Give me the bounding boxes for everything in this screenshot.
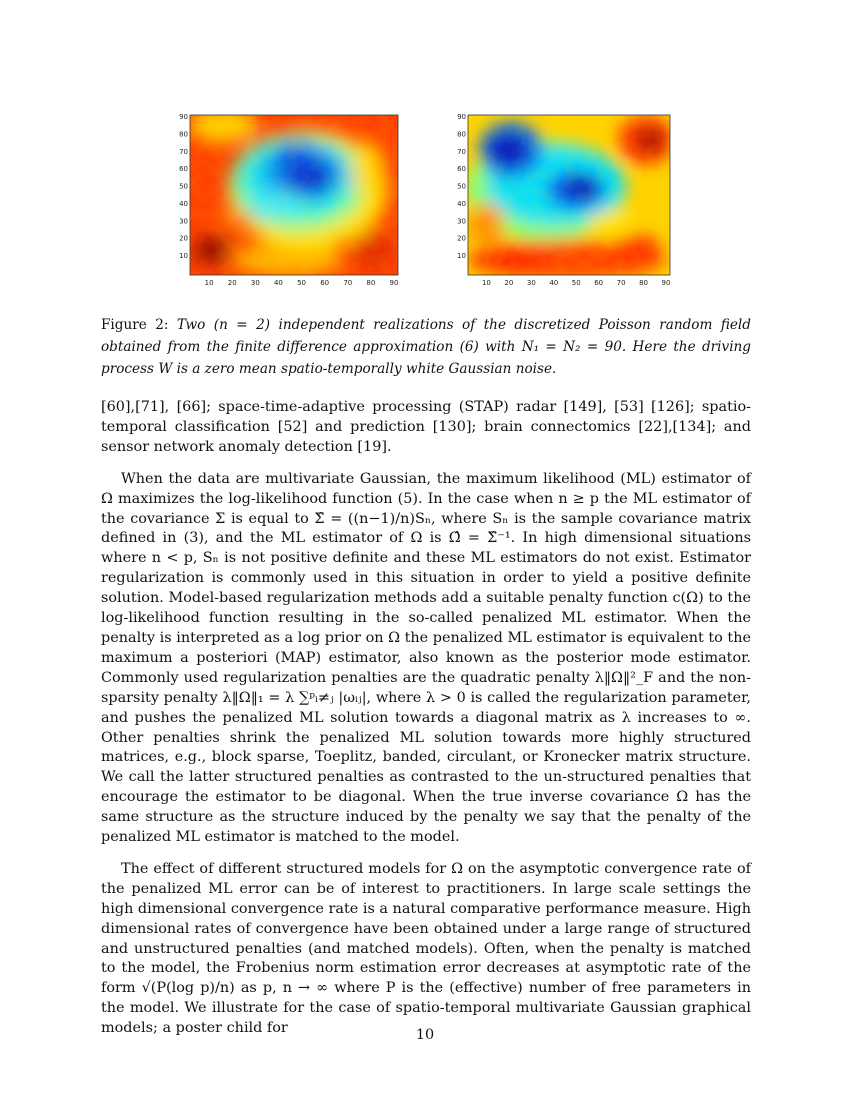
x-tick-label: 30 — [526, 279, 536, 287]
y-tick-label: 70 — [179, 147, 188, 156]
y-tick-label: 50 — [457, 182, 466, 191]
y-tick-label: 90 — [179, 113, 188, 121]
y-tick-label: 80 — [179, 130, 188, 139]
body-text — [101, 398, 751, 1051]
y-tick-label: 10 — [179, 252, 188, 261]
y-tick-label: 40 — [179, 199, 188, 208]
heatmap-right — [446, 110, 686, 290]
y-tick-label: 40 — [457, 199, 466, 208]
x-tick-label: 60 — [320, 279, 330, 287]
x-tick-label: 70 — [343, 279, 353, 287]
x-tick-label: 90 — [661, 279, 671, 287]
x-tick-label: 40 — [549, 279, 559, 287]
x-tick-label: 10 — [481, 279, 491, 287]
x-tick-label: 90 — [389, 279, 399, 287]
y-tick-label: 20 — [457, 234, 466, 243]
y-tick-label: 60 — [179, 165, 188, 174]
paragraph: When the data are multivariate Gaussian, the maximum likelihood (ML) estimator of Ω maximizes the log-likelihood function (5). In the case when n ≥ p the ML estimator of the covariance Σ is equal to Σ̂ = ((n−1)/n)Sₙ, where Sₙ is the sample covariance matrix defined in (3), and the ML estimator of Ω is Ω̂ = Σ̂⁻¹. In high dimensional situations where n < p, Sₙ is not positive definite and these ML estimators do not exist. Estimator regularization is commonly used in this situation in order to yield a positive definite solution. Model-based regularization methods add a suitable penalty function c(Ω) to the log-likelihood function resulting in the so-called penalized ML estimator. When the penalty is interpreted as a log prior on Ω the penalized ML estimator is equivalent to the maximum a posteriori (MAP) estimator, also known as the posterior mode estimator. Commonly used regularization penalties are the quadratic penalty λ‖Ω‖²_F and the non-sparsity penalty λ‖Ω‖₁ = λ ∑ᵖᵢ≠ⱼ |ωᵢⱼ|, where λ > 0 is called the regularization parameter, and pushes the penalized ML solution towards a diagonal matrix as λ increases to ∞. Other penalties shrink the penalized ML solution towards more highly structured matrices, e.g., block sparse, Toeplitz, banded, circulant, or Kronecker matrix structure. We call the latter structured penalties as contrasted to the un-structured penalties that encourage the estimator to be diagonal. When the true inverse covariance Ω has the same structure as the structure induced by the penalty we say that the penalty of the penalized ML estimator is matched to the model. — [101, 470, 751, 846]
page-number: 10 — [415, 1027, 435, 1043]
y-tick-label: 60 — [457, 165, 466, 174]
paragraph: [60],[71], [66]; space-time-adaptive processing (STAP) radar [149], [53] [126]; spatio-temporal classification [52] and prediction [130]; brain connectomics [22],[134]; and sensor network anomaly detection [19]. — [101, 399, 751, 455]
figure-caption — [101, 314, 751, 380]
x-tick-label: 20 — [504, 279, 514, 287]
y-tick-label: 90 — [457, 113, 466, 121]
figure-panel-left — [168, 110, 408, 290]
x-tick-label: 70 — [616, 279, 626, 287]
y-tick-label: 10 — [457, 252, 466, 261]
y-tick-label: 30 — [179, 217, 188, 226]
x-tick-label: 20 — [227, 279, 237, 287]
caption-label: Figure 2: — [101, 317, 169, 333]
x-tick-label: 40 — [273, 279, 283, 287]
figure-panel-right — [446, 110, 686, 290]
y-tick-label: 30 — [457, 217, 466, 226]
x-tick-label: 80 — [366, 279, 376, 287]
x-tick-label: 30 — [250, 279, 260, 287]
y-tick-label: 70 — [457, 147, 466, 156]
x-tick-label: 60 — [594, 279, 604, 287]
paragraph: The effect of different structured models for Ω on the asymptotic convergence rate of the penalized ML error can be of interest to practitioners. In large scale settings the high dimensional convergence rate is a natural comparative performance measure. High dimensional rates of convergence have been obtained under a large range of structured and unstructured penalties (and matched models). Often, when the penalty is matched to the model, the Frobenius norm estimation error decreases at asymptotic rate of the form √(P(log p)/n) as p, n → ∞ where P is the (effective) number of free parameters in the model. We illustrate for the case of spatio-temporal multivariate Gaussian graphical models; a poster child for — [101, 860, 752, 1037]
y-tick-label: 50 — [179, 182, 188, 191]
x-tick-label: 50 — [297, 279, 307, 287]
x-tick-label: 10 — [204, 279, 214, 287]
heatmap-left — [168, 110, 408, 290]
x-tick-label: 80 — [639, 279, 649, 287]
caption-text: Two (n = 2) independent realizations of the discretized Poisson random field obtained from the finite difference approximation (6) with N₁ = N₂ = 90. Here the driving process W is a zero mean spatio-temporally white Gaussian noise. — [101, 317, 751, 377]
y-tick-label: 80 — [457, 130, 466, 139]
x-tick-label: 50 — [571, 279, 581, 287]
y-tick-label: 20 — [179, 234, 188, 243]
